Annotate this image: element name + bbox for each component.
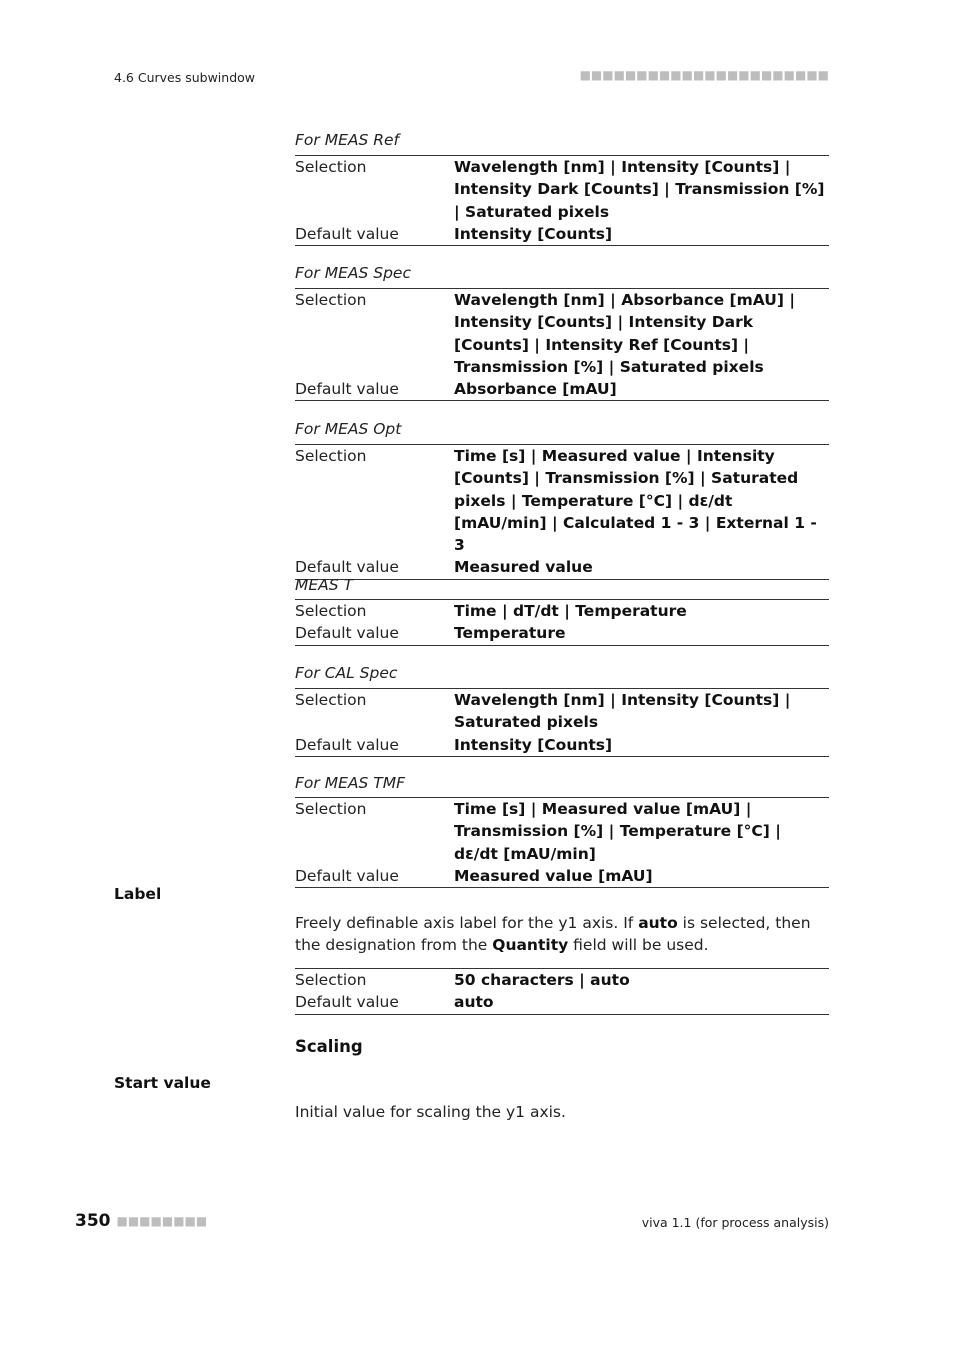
page-footer-left (75, 1211, 207, 1231)
label-heading: Label (114, 885, 162, 903)
selection-row (295, 445, 829, 556)
label-description (295, 912, 829, 956)
group-title-meas-tmf: For MEAS TMF (295, 774, 405, 792)
group-title-meas-ref: For MEAS Ref (295, 131, 399, 149)
default-value: auto (454, 993, 494, 1012)
default-label: Default value (295, 380, 399, 399)
footer-dots-decoration: ■■■■■■■■ (116, 1214, 208, 1228)
desc-text: is selected, then the designation from the (295, 914, 811, 954)
selection-row (295, 600, 829, 622)
selection-label: Selection (295, 971, 367, 989)
selection-row (295, 798, 829, 865)
selection-value: Time | dT/dt | Temperature (454, 602, 687, 620)
selection-label: Selection (295, 447, 367, 465)
desc-text: Freely definable axis label for the y1 axis. If (295, 914, 639, 932)
default-value: Intensity [Counts] (454, 224, 613, 243)
default-label: Default value (295, 735, 399, 754)
param-table-meas-opt (295, 444, 829, 580)
default-label: Default value (295, 624, 399, 643)
default-value: Temperature (454, 624, 566, 643)
scaling-heading: Scaling (295, 1037, 363, 1056)
default-label: Default value (295, 558, 399, 577)
default-label: Default value (295, 866, 399, 885)
param-table-meas-t (295, 599, 829, 646)
default-value: Measured value (454, 558, 593, 577)
selection-label: Selection (295, 800, 367, 818)
default-row (295, 734, 829, 756)
start-value-heading: Start value (114, 1074, 211, 1092)
running-header-section: 4.6 Curves subwindow (114, 70, 256, 85)
group-title-meas-spec: For MEAS Spec (295, 264, 411, 282)
selection-value: Wavelength [nm] | Absorbance [mAU] | Intensity [Counts] | Intensity Dark [Counts] | Intensity Ref [Counts] | Transmission [%] | Saturated pixels (454, 291, 795, 376)
selection-value: Time [s] | Measured value | Intensity [Counts] | Transmission [%] | Saturated pixels | Temperature [°C] | dε/dt [mAU/min] | Calculated 1 - 3 | External 1 - 3 (454, 447, 817, 555)
selection-value: 50 characters | auto (454, 971, 630, 989)
param-table-meas-tmf (295, 797, 829, 888)
selection-label: Selection (295, 602, 367, 620)
desc-keyword-auto: auto (638, 914, 678, 932)
default-label: Default value (295, 224, 399, 243)
default-row (295, 378, 829, 400)
selection-label: Selection (295, 291, 367, 309)
selection-value: Wavelength [nm] | Intensity [Counts] | Intensity Dark [Counts] | Transmission [%] | Saturated pixels (454, 158, 825, 221)
param-table-cal-spec (295, 688, 829, 757)
group-title-cal-spec: For CAL Spec (295, 664, 398, 682)
selection-value: Time [s] | Measured value [mAU] | Transmission [%] | Temperature [°C] | dε/dt [mAU/min] (454, 800, 781, 863)
param-table-label (295, 968, 829, 1015)
param-table-meas-ref (295, 155, 829, 246)
default-row (295, 865, 829, 887)
selection-row (295, 289, 829, 378)
group-title-meas-opt: For MEAS Opt (295, 420, 402, 438)
selection-row (295, 156, 829, 223)
start-value-description: Initial value for scaling the y1 axis. (295, 1103, 566, 1121)
page-number: 350 (75, 1211, 111, 1231)
selection-value: Wavelength [nm] | Intensity [Counts] | Saturated pixels (454, 691, 791, 732)
default-row (295, 991, 829, 1013)
default-row (295, 622, 829, 644)
selection-label: Selection (295, 691, 367, 709)
default-value: Absorbance [mAU] (454, 380, 617, 399)
desc-text: field will be used. (568, 936, 709, 954)
footer-product-name: viva 1.1 (for process analysis) (641, 1215, 829, 1230)
header-dots-decoration: ■■■■■■■■■■■■■■■■■■■■■■ (579, 68, 829, 82)
group-title-meas-t: MEAS T (295, 576, 354, 594)
selection-row (295, 689, 829, 734)
param-table-meas-spec (295, 288, 829, 401)
desc-keyword-quantity: Quantity (492, 936, 569, 954)
default-value: Measured value [mAU] (454, 866, 653, 885)
selection-row (295, 969, 829, 991)
default-label: Default value (295, 993, 399, 1012)
default-value: Intensity [Counts] (454, 735, 613, 754)
selection-label: Selection (295, 158, 367, 176)
default-row (295, 223, 829, 245)
